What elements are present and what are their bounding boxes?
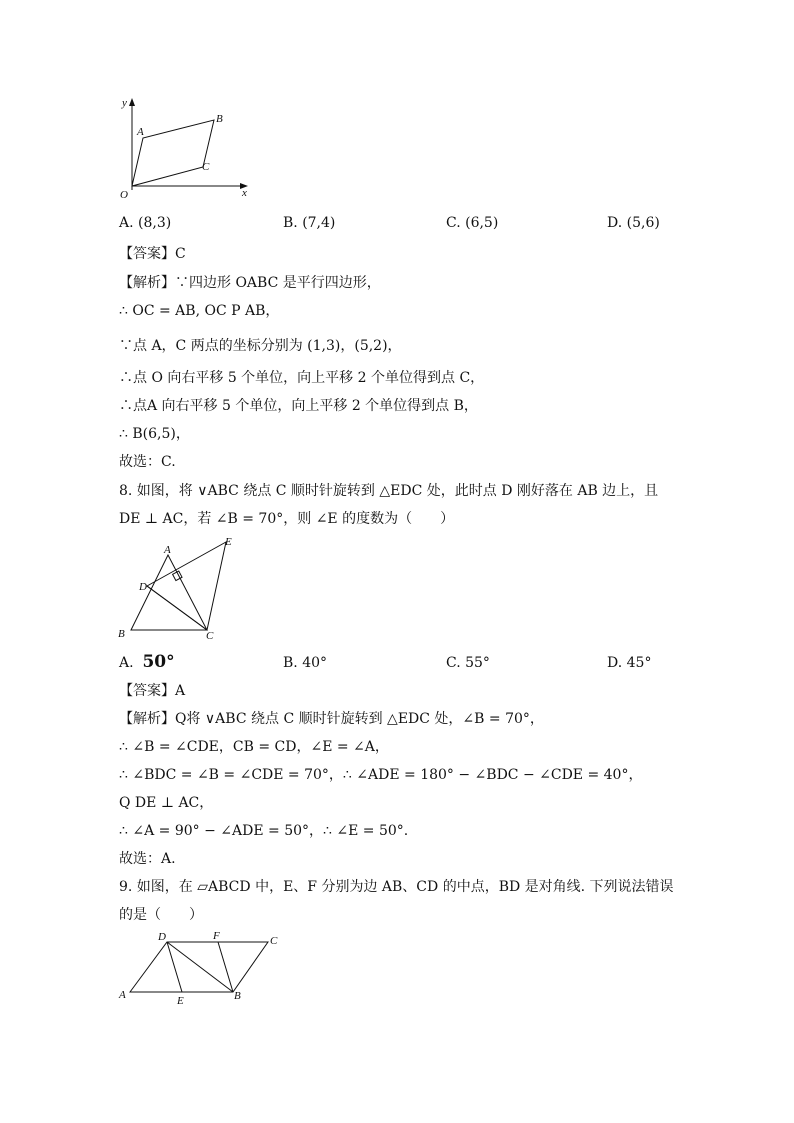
q7-option-a: A. (8,3) xyxy=(119,215,172,231)
q8-stem-line: 8. 如图，将 ∨ABC 绕点 C 顺时针旋转到 △EDC 处，此时点 D 刚好落在 AB 边上，且 xyxy=(119,483,659,499)
label-d: D xyxy=(139,581,147,593)
q7-option-c: C. (6,5) xyxy=(446,215,499,231)
y-axis-arrow xyxy=(129,98,135,106)
triangle-edc xyxy=(147,542,226,630)
q8-analysis-line: 【解析】Q将 ∨ABC 绕点 C 顺时针旋转到 △EDC 处，∠B = 70°， xyxy=(119,711,544,727)
q9-stem-line: 9. 如图，在 ▱ABCD 中，E、F 分别为边 AB、CD 的中点，BD 是对角线. 下列说法错误 xyxy=(119,879,674,895)
figure-triangle-rotation xyxy=(112,534,247,646)
label-a: A xyxy=(137,126,144,138)
label-b: B xyxy=(234,990,241,1002)
q7-analysis-line: ∴ B(6,5)， xyxy=(119,426,190,442)
label-c: C xyxy=(202,161,210,173)
q8-analysis-line: ∴ ∠A = 90° − ∠ADE = 50°，∴ ∠E = 50°. xyxy=(119,823,409,839)
segment-de xyxy=(167,942,182,992)
parallelogram-oabc xyxy=(132,120,214,186)
label-a: A xyxy=(164,544,171,556)
q7-analysis-line: ∴点A 向右平移 5 个单位，向上平移 2 个单位得到点 B， xyxy=(119,398,478,414)
q7-analysis-line: ∴点 O 向右平移 5 个单位，向上平移 2 个单位得到点 C， xyxy=(119,370,485,386)
q7-analysis-line: ∴ OC = AB, OC P AB， xyxy=(119,303,280,319)
label-y: y xyxy=(122,97,127,109)
label-c: C xyxy=(206,630,214,642)
label-x: x xyxy=(242,187,247,199)
label-b: B xyxy=(216,113,223,125)
q7-option-d: D. (5,6) xyxy=(607,215,660,231)
q8-analysis-line: ∴ ∠BDC = ∠B = ∠CDE = 70°，∴ ∠ADE = 180° − ∠BDC − ∠CDE = 40°， xyxy=(119,767,643,783)
q8-option-a xyxy=(119,652,175,673)
q7-analysis-line: 故选：C. xyxy=(119,454,176,470)
label-a: A xyxy=(119,989,126,1001)
q7-analysis-line: ∵点 A，C 两点的坐标分别为 (1,3)，(5,2)， xyxy=(119,338,402,354)
q8-analysis-line: Q DE ⊥ AC， xyxy=(119,795,214,811)
parallelogram-abcd xyxy=(130,942,268,992)
figure-parallelogram-oabc xyxy=(112,94,257,204)
q7-analysis-line: 【解析】∵四边形 OABC 是平行四边形， xyxy=(119,275,381,291)
q8-analysis-line: ∴ ∠B = ∠CDE，CB = CD，∠E = ∠A， xyxy=(119,739,389,755)
q9-stem-line: 的是（ ） xyxy=(119,907,203,923)
label-b: B xyxy=(118,628,125,640)
q8-analysis-line: 故选：A. xyxy=(119,851,176,867)
q8-answer: 【答案】A xyxy=(119,683,186,699)
q8-stem-line: DE ⊥ AC，若 ∠B = 70°，则 ∠E 的度数为（ ） xyxy=(119,511,455,527)
q8-option-b: B. 40° xyxy=(283,655,328,671)
segment-db xyxy=(167,942,233,992)
q7-answer: 【答案】C xyxy=(119,246,186,262)
segment-fb xyxy=(218,942,233,992)
q8-option-a-prefix: A. xyxy=(119,655,134,671)
label-o: O xyxy=(120,189,128,201)
q8-option-c: C. 55° xyxy=(446,655,490,671)
q8-option-d: D. 45° xyxy=(607,655,652,671)
label-c: C xyxy=(270,935,278,947)
label-f: F xyxy=(213,930,220,942)
q7-option-b: B. (7,4) xyxy=(283,215,336,231)
label-d: D xyxy=(158,931,166,943)
q8-option-a-value: 50° xyxy=(142,652,175,672)
label-e: E xyxy=(225,536,232,548)
segment-dc xyxy=(147,586,207,630)
label-e: E xyxy=(177,995,184,1007)
figure-parallelogram-abcd xyxy=(112,928,287,1008)
